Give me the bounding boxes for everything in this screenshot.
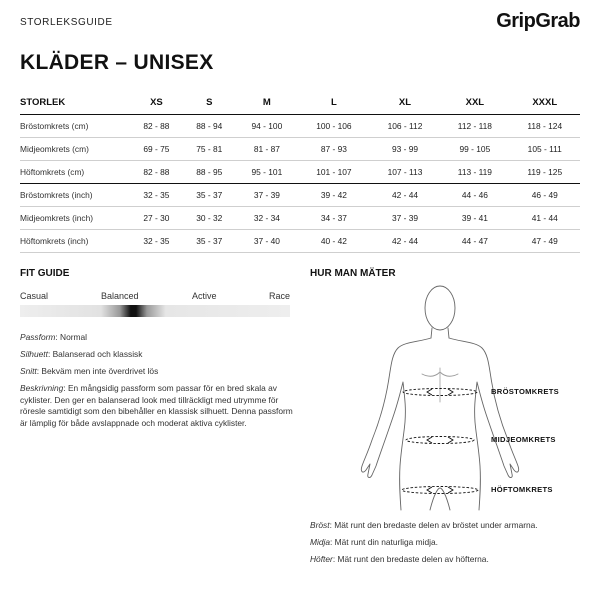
table-cell: 37 - 39 xyxy=(370,206,441,229)
fit-guide-title: FIT GUIDE xyxy=(20,268,70,279)
passform-text: Passform: Normal xyxy=(20,332,88,342)
column-header: M xyxy=(236,92,298,114)
table-cell: 88 - 95 xyxy=(183,160,236,183)
table-cell: 35 - 37 xyxy=(183,229,236,252)
row-label: Höftomkrets (cm) xyxy=(20,160,130,183)
table-cell: 101 - 107 xyxy=(298,160,370,183)
column-header: STORLEK xyxy=(20,92,130,114)
body-figure xyxy=(360,282,530,519)
page-title: KLÄDER – UNISEX xyxy=(20,51,214,74)
column-header: XXL xyxy=(440,92,509,114)
table-row xyxy=(20,160,580,183)
column-header: S xyxy=(183,92,236,114)
snitt-text: Snitt: Bekväm men inte överdrivet lös xyxy=(20,366,159,376)
table-cell: 35 - 37 xyxy=(183,183,236,206)
table-cell: 99 - 105 xyxy=(440,137,509,160)
table-cell: 27 - 30 xyxy=(130,206,183,229)
table-cell: 95 - 101 xyxy=(236,160,298,183)
table-cell: 119 - 125 xyxy=(509,160,580,183)
column-header: XL xyxy=(370,92,441,114)
table-row xyxy=(20,114,580,137)
table-cell: 87 - 93 xyxy=(298,137,370,160)
table-cell: 30 - 32 xyxy=(183,206,236,229)
size-table-header xyxy=(20,92,580,114)
table-cell: 93 - 99 xyxy=(370,137,441,160)
row-label: Midjeomkrets (cm) xyxy=(20,137,130,160)
size-table xyxy=(20,92,580,253)
column-header: XXXL xyxy=(509,92,580,114)
fit-scale-casual: Casual xyxy=(20,291,49,301)
fit-scale-bar xyxy=(20,305,290,317)
fit-scale-race: Race xyxy=(268,291,290,301)
hip-label: HÖFTOMKRETS xyxy=(491,485,553,494)
chest-instruction: Bröst: Mät runt den bredaste delen av bröstet under armarna. xyxy=(310,520,538,530)
row-label: Höftomkrets (inch) xyxy=(20,229,130,252)
row-label: Midjeomkrets (inch) xyxy=(20,206,130,229)
table-cell: 32 - 34 xyxy=(236,206,298,229)
fit-scale-active: Active xyxy=(192,291,217,301)
table-cell: 44 - 46 xyxy=(440,183,509,206)
brand-logo: GripGrab xyxy=(496,10,580,32)
table-cell: 105 - 111 xyxy=(509,137,580,160)
table-cell: 46 - 49 xyxy=(509,183,580,206)
table-cell: 32 - 35 xyxy=(130,183,183,206)
table-cell: 106 - 112 xyxy=(370,114,441,137)
beskrivning-text: Beskrivning: En mångsidig passform som passar för en bred skala av cyklister. Den ger en balanserad look med tillräckligt med utrymme för röresle samtidigt som den bibehåller en klassisk silhuett. Denna passform är lämplig för både avslappnade och moderat aktiva cyklister. xyxy=(20,383,293,428)
row-label: Bröstomkrets (inch) xyxy=(20,183,130,206)
table-cell: 118 - 124 xyxy=(509,114,580,137)
table-cell: 41 - 44 xyxy=(509,206,580,229)
waist-instruction: Midja: Mät runt din naturliga midja. xyxy=(310,537,439,547)
table-cell: 113 - 119 xyxy=(440,160,509,183)
table-row xyxy=(20,137,580,160)
waist-label: MIDJEOMKRETS xyxy=(491,435,556,444)
hip-instruction: Höfter: Mät runt den bredaste delen av höfterna. xyxy=(310,554,489,564)
how-to-measure-title: HUR MAN MÄTER xyxy=(310,268,396,279)
table-cell: 37 - 40 xyxy=(236,229,298,252)
page-header-label: STORLEKSGUIDE xyxy=(20,17,113,28)
table-cell: 112 - 118 xyxy=(440,114,509,137)
table-cell: 94 - 100 xyxy=(236,114,298,137)
table-cell: 100 - 106 xyxy=(298,114,370,137)
table-cell: 39 - 41 xyxy=(440,206,509,229)
table-cell: 69 - 75 xyxy=(130,137,183,160)
table-cell: 39 - 42 xyxy=(298,183,370,206)
table-cell: 82 - 88 xyxy=(130,114,183,137)
table-row xyxy=(20,183,580,206)
fit-scale-balanced: Balanced xyxy=(101,291,139,301)
table-cell: 47 - 49 xyxy=(509,229,580,252)
column-header: L xyxy=(298,92,370,114)
column-header: XS xyxy=(130,92,183,114)
table-cell: 42 - 44 xyxy=(370,229,441,252)
row-label: Bröstomkrets (cm) xyxy=(20,114,130,137)
table-cell: 32 - 35 xyxy=(130,229,183,252)
table-cell: 107 - 113 xyxy=(370,160,441,183)
table-cell: 82 - 88 xyxy=(130,160,183,183)
table-cell: 40 - 42 xyxy=(298,229,370,252)
table-row xyxy=(20,229,580,252)
table-cell: 37 - 39 xyxy=(236,183,298,206)
table-cell: 81 - 87 xyxy=(236,137,298,160)
chest-label: BRÖSTOMKRETS xyxy=(491,387,560,396)
table-cell: 75 - 81 xyxy=(183,137,236,160)
table-cell: 44 - 47 xyxy=(440,229,509,252)
table-row xyxy=(20,206,580,229)
body-outline-icon xyxy=(360,282,530,514)
table-cell: 42 - 44 xyxy=(370,183,441,206)
silhuett-text: Silhuett: Balanserad och klassisk xyxy=(20,349,143,359)
table-cell: 88 - 94 xyxy=(183,114,236,137)
table-cell: 34 - 37 xyxy=(298,206,370,229)
